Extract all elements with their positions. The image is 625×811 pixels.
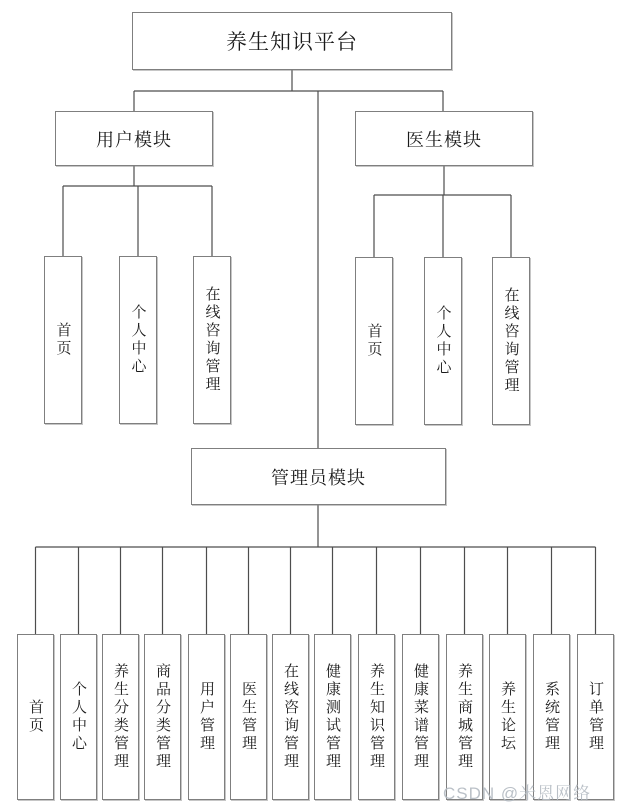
node-doctor-module-label: 医生模块 (406, 129, 482, 150)
node-user-personal-center-label: 个人中心 (129, 304, 147, 376)
node-admin-health-forum-label: 养生论坛 (499, 681, 516, 753)
node-admin-health-mall-mgmt (446, 634, 483, 800)
node-admin-product-category-mgmt-label: 商品分类管理 (154, 663, 171, 771)
node-admin-health-recipe-mgmt (402, 634, 439, 800)
node-doctor-online-consult-mgmt-label: 在线咨询管理 (502, 287, 520, 395)
node-user-module (55, 111, 213, 166)
node-admin-health-knowledge-mgmt (358, 634, 395, 800)
csdn-watermark: CSDN @米恩网络 (443, 784, 592, 803)
node-admin-online-consult-mgmt-label: 在线咨询管理 (282, 663, 299, 771)
node-admin-module (191, 448, 446, 505)
node-admin-health-forum (489, 634, 526, 800)
node-user-module-label: 用户模块 (96, 129, 172, 150)
node-user-online-consult-mgmt-label: 在线咨询管理 (203, 286, 221, 394)
node-admin-health-test-mgmt (314, 634, 351, 800)
node-admin-health-test-mgmt-label: 健康测试管理 (324, 663, 341, 771)
node-admin-health-recipe-mgmt-label: 健康菜谱管理 (412, 663, 429, 771)
node-admin-doctor-mgmt (230, 634, 267, 800)
node-admin-home-label: 首页 (27, 699, 44, 735)
node-admin-personal-center (60, 634, 97, 800)
node-platform-root-label: 养生知识平台 (226, 31, 358, 54)
node-admin-home (17, 634, 54, 800)
node-user-online-consult-mgmt (193, 256, 231, 424)
node-user-home-label: 首页 (54, 322, 72, 358)
node-admin-doctor-mgmt-label: 医生管理 (240, 681, 257, 753)
node-admin-online-consult-mgmt (272, 634, 309, 800)
node-admin-user-mgmt (188, 634, 225, 800)
node-admin-health-category-mgmt (102, 634, 139, 800)
node-admin-product-category-mgmt (144, 634, 181, 800)
node-admin-system-mgmt (533, 634, 570, 800)
node-doctor-home-label: 首页 (365, 323, 383, 359)
node-doctor-online-consult-mgmt (492, 257, 530, 425)
node-admin-health-category-mgmt-label: 养生分类管理 (112, 663, 129, 771)
node-admin-personal-center-label: 个人中心 (70, 681, 87, 753)
node-admin-health-knowledge-mgmt-label: 养生知识管理 (368, 663, 385, 771)
node-admin-user-mgmt-label: 用户管理 (198, 681, 215, 753)
node-doctor-personal-center (424, 257, 462, 425)
node-user-personal-center (119, 256, 157, 424)
node-doctor-module (355, 111, 533, 166)
node-doctor-personal-center-label: 个人中心 (434, 305, 452, 377)
node-admin-module-label: 管理员模块 (271, 467, 366, 488)
node-admin-health-mall-mgmt-label: 养生商城管理 (456, 663, 473, 771)
node-user-home (44, 256, 82, 424)
node-admin-system-mgmt-label: 系统管理 (543, 681, 560, 753)
node-platform-root (132, 12, 452, 70)
node-doctor-home (355, 257, 393, 425)
node-admin-order-mgmt (577, 634, 614, 800)
node-admin-order-mgmt-label: 订单管理 (587, 681, 604, 753)
